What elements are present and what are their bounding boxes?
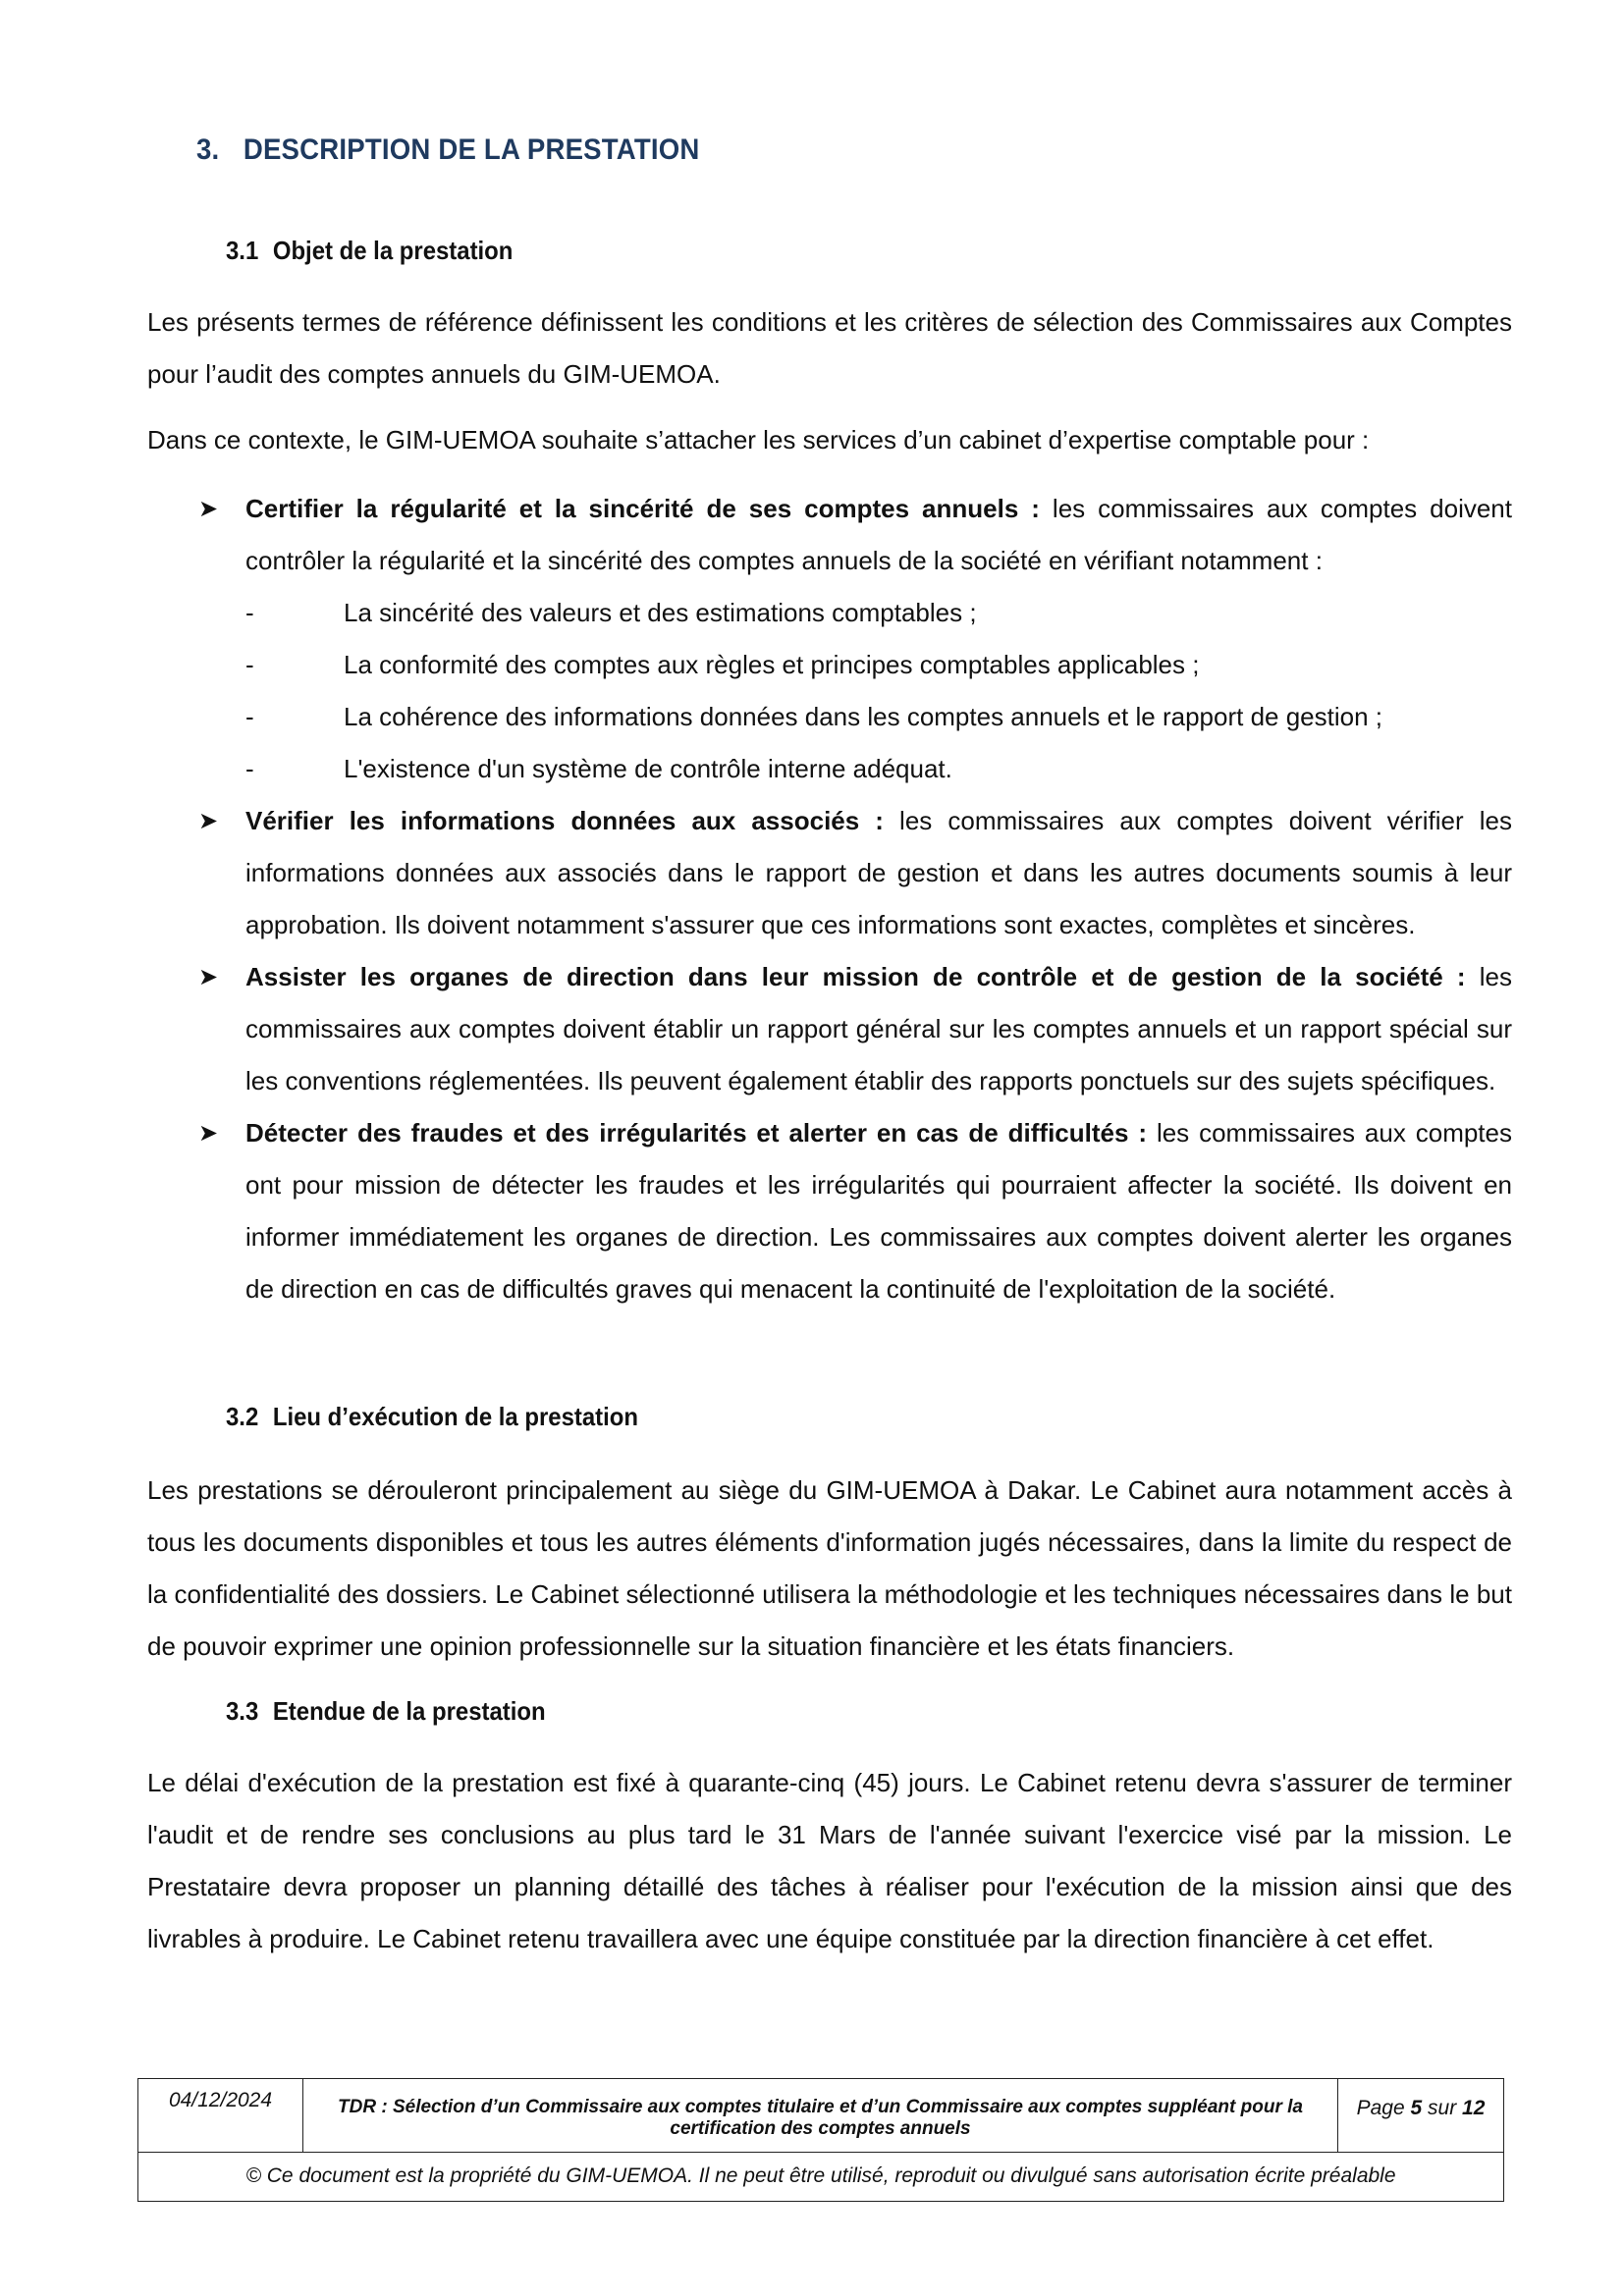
bullet-list bbox=[147, 483, 1512, 1315]
paragraph-context: Dans ce contexte, le GIM-UEMOA souhaite s’attacher les services d’un cabinet d’expertise comptable pour : bbox=[147, 425, 1370, 454]
arrow-bullet-icon: ➤ bbox=[198, 964, 219, 990]
dash-item bbox=[245, 587, 1512, 639]
bullet-item bbox=[147, 483, 1512, 795]
dash-bullet-icon: - bbox=[245, 754, 254, 783]
dash-text: La conformité des comptes aux règles et principes comptables applicables ; bbox=[344, 650, 1200, 679]
bullet-lead: Vérifier les informations données aux associés : bbox=[245, 806, 884, 835]
bullet-text: les commissaires aux comptes ont pour mission de détecter les fraudes et les irrégularités qui pourraient affecter la société. Ils doivent en informer immédiatement les organes de direction. Les commissaires aux comptes doivent alerter les organes de direction en cas de difficultés graves qui menacent la continuité de l'exploitation de la société. bbox=[245, 1118, 1512, 1304]
dash-text: L'existence d'un système de contrôle interne adéquat. bbox=[344, 754, 952, 783]
dash-item bbox=[245, 743, 1512, 795]
subsection-title-text: Objet de la prestation bbox=[272, 236, 514, 265]
bullet-item bbox=[147, 951, 1512, 1107]
page-current: 5 bbox=[1410, 2097, 1423, 2119]
arrow-bullet-icon: ➤ bbox=[198, 496, 219, 522]
bullet-text: les commissaires aux comptes doivent vérifier les informations données aux associés dans le rapport de gestion et dans les autres documents soumis à leur approbation. Ils doivent notamment s'assurer que ces informations sont exactes, complètes et sincères. bbox=[245, 806, 1512, 939]
section-title-text: DESCRIPTION DE LA PRESTATION bbox=[243, 133, 700, 166]
bullet-lead: Détecter des fraudes et des irrégularités et alerter en cas de difficultés : bbox=[245, 1118, 1148, 1148]
paragraph-location: Les prestations se dérouleront principalement au siège du GIM-UEMOA à Dakar. Le Cabinet aura notamment accès à tous les documents disponibles et tous les autres éléments d'information jugés nécessaires, dans la limite du respect de la confidentialité des dossiers. Le Cabinet sélectionné utilisera la méthodologie et les techniques nécessaires dans le but de pouvoir exprimer une opinion professionnelle sur la situation financière et les états financiers. bbox=[147, 1475, 1512, 1661]
bullet-lead: Assister les organes de direction dans leur mission de contrôle et de gestion de la société : bbox=[245, 962, 1466, 991]
paragraph-scope: Le délai d'exécution de la prestation est fixé à quarante-cinq (45) jours. Le Cabinet retenu devra s'assurer de terminer l'audit et de rendre ses conclusions au plus tard le 31 Mars de l'année suivant l'exercice visé par la mission. Le Prestataire devra proposer un planning détaillé des tâches à réaliser pour l'exécution de la mission ainsi que des livrables à produire. Le Cabinet retenu travaillera avec une équipe constituée par la direction financière à cet effet. bbox=[147, 1768, 1512, 1953]
page-total: 12 bbox=[1462, 2097, 1486, 2119]
paragraph-intro: Les présents termes de référence définissent les conditions et les critères de sélection des Commissaires aux Comptes pour l’audit des comptes annuels du GIM-UEMOA. bbox=[147, 307, 1512, 389]
subsection-number: 3.3 bbox=[226, 1696, 259, 1726]
footer-document-title: TDR : Sélection d’un Commissaire aux comptes titulaire et d’un Commissaire aux comptes suppléant pour la certification des comptes annuels bbox=[303, 2079, 1338, 2152]
page-separator: sur bbox=[1428, 2097, 1457, 2119]
footer-page-number bbox=[1338, 2079, 1503, 2152]
footer-date: 04/12/2024 bbox=[138, 2079, 303, 2152]
subsection-number: 3.1 bbox=[226, 236, 259, 265]
dash-text: La cohérence des informations données dans les comptes annuels et le rapport de gestion ; bbox=[344, 702, 1383, 731]
page-footer bbox=[137, 2078, 1504, 2202]
section-number: 3. bbox=[196, 133, 220, 166]
dash-item bbox=[245, 691, 1512, 743]
dash-bullet-icon: - bbox=[245, 702, 254, 731]
page-label: Page bbox=[1356, 2097, 1405, 2119]
subsection-heading-3-1 bbox=[226, 236, 513, 266]
dash-item bbox=[245, 639, 1512, 691]
dash-bullet-icon: - bbox=[245, 598, 254, 627]
subsection-heading-3-2 bbox=[226, 1402, 638, 1432]
arrow-bullet-icon: ➤ bbox=[198, 808, 219, 834]
bullet-item bbox=[147, 1107, 1512, 1315]
bullet-text: les commissaires aux comptes doivent contrôler la régularité et la sincérité des comptes annuels de la société en vérifiant notamment : bbox=[245, 494, 1512, 575]
footer-copyright-notice: © Ce document est la propriété du GIM-UEMOA. Il ne peut être utilisé, reproduit ou divulgué sans autorisation écrite préalable bbox=[245, 2164, 1396, 2187]
footer-top-row bbox=[138, 2079, 1503, 2153]
bullet-text: les commissaires aux comptes doivent établir un rapport général sur les comptes annuels et un rapport spécial sur les conventions réglementées. Ils peuvent également établir des rapports ponctuels sur des sujets spécifiques. bbox=[245, 962, 1512, 1095]
subsection-title-text: Lieu d’exécution de la prestation bbox=[272, 1402, 639, 1431]
dash-list bbox=[245, 587, 1512, 795]
bullet-item bbox=[147, 795, 1512, 951]
arrow-bullet-icon: ➤ bbox=[198, 1120, 219, 1147]
section-heading bbox=[196, 133, 700, 167]
dash-bullet-icon: - bbox=[245, 650, 254, 679]
subsection-number: 3.2 bbox=[226, 1402, 259, 1431]
subsection-heading-3-3 bbox=[226, 1696, 546, 1727]
subsection-title-text: Etendue de la prestation bbox=[272, 1696, 546, 1726]
bullet-lead: Certifier la régularité et la sincérité de ses comptes annuels : bbox=[245, 494, 1040, 523]
dash-text: La sincérité des valeurs et des estimations comptables ; bbox=[344, 598, 977, 627]
